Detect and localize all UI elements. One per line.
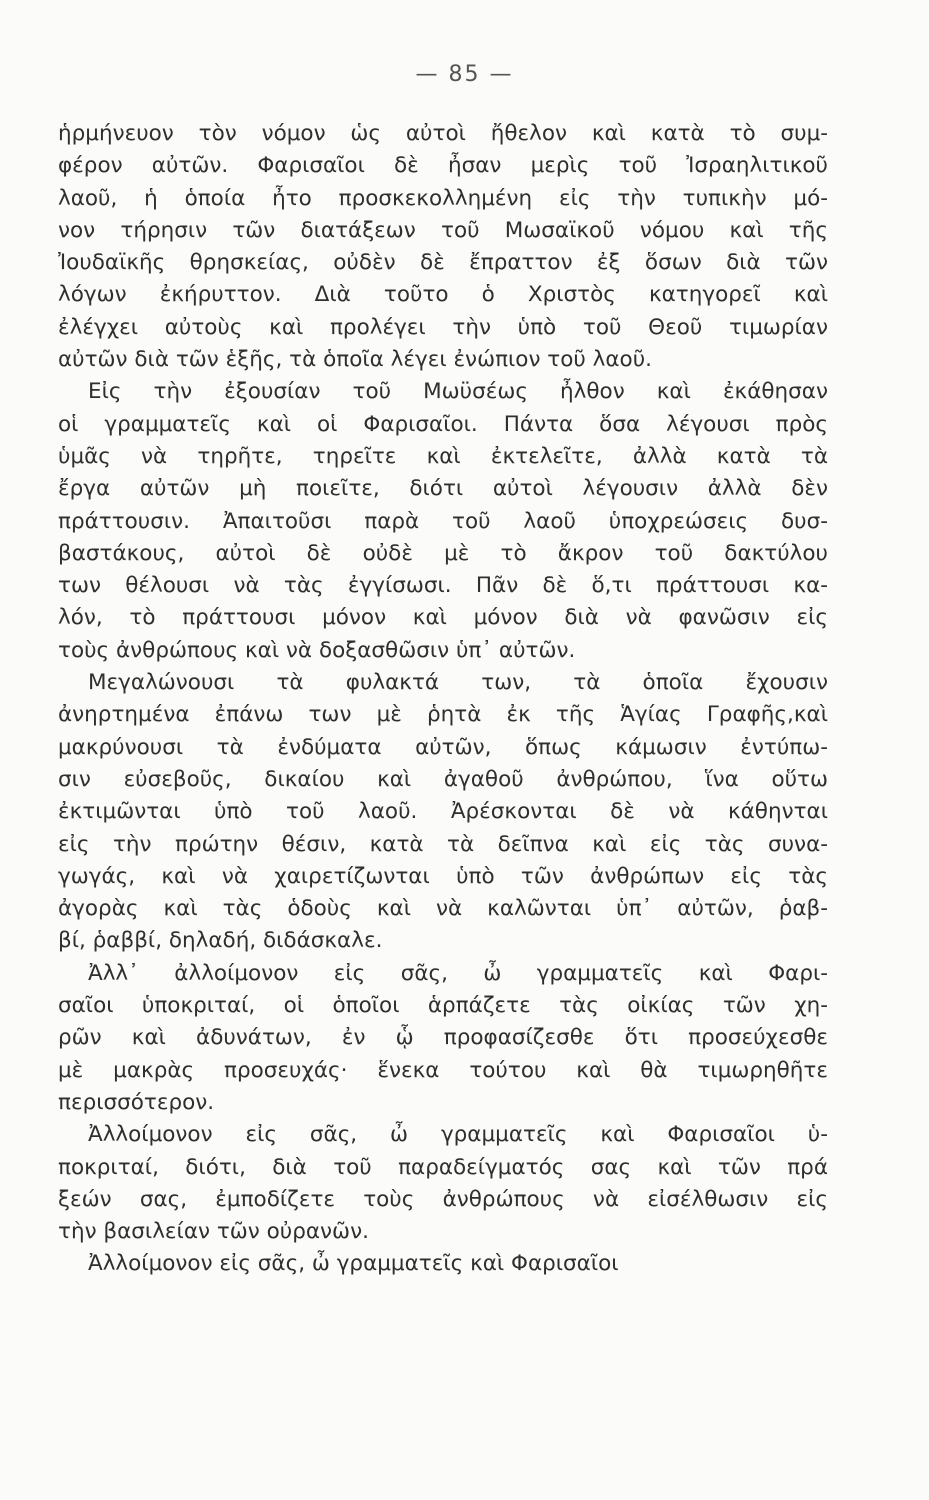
text-line: Εἰς τὴν ἐξουσίαν τοῦ Μωϋσέως ἦλθον καὶ ἐκάθησαν [88, 379, 828, 405]
text-line: Μεγαλώνουσι τὰ φυλακτά των, τὰ ὁποῖα ἔχουσιν [88, 670, 828, 696]
text-line: ρῶν καὶ ἀδυνάτων, ἐν ᾧ προφασίζεσθε ὅτι προσεύχεσθε [58, 1025, 828, 1051]
text-line: τὴν βασιλείαν τῶν οὐρανῶν. [58, 1219, 369, 1245]
text-line: βαστάκους, αὐτοὶ δὲ οὐδὲ μὲ τὸ ἄκρον τοῦ δακτύλου [58, 540, 828, 566]
text-line: βί, ῥαββί, δηλαδή, διδάσκαλε. [58, 928, 383, 954]
text-line: Ἀλλοίμονον εἰς σᾶς, ὦ γραμματεῖς καὶ Φαρισαῖοι [88, 1251, 619, 1277]
text-line: σιν εὐσεβοῦς, δικαίου καὶ ἀγαθοῦ ἀνθρώπου, ἵνα οὕτω [58, 766, 828, 792]
text-line: πράττουσιν. Ἀπαιτοῦσι παρὰ τοῦ λαοῦ ὑποχρεώσεις δυσ- [58, 508, 828, 534]
body-text [58, 118, 828, 1281]
page-number: — 85 — [415, 62, 514, 87]
text-line: μὲ μακρὰς προσευχάς· ἕνεκα τούτου καὶ θὰ τιμωρηθῆτε [58, 1057, 828, 1083]
text-line: ἡρμήνευον τὸν νόμον ὡς αὐτοὶ ἤθελον καὶ κατὰ τὸ συμ- [58, 121, 828, 146]
text-line: εἰς τὴν πρώτην θέσιν, κατὰ τὰ δεῖπνα καὶ εἰς τὰς συνα- [58, 831, 828, 857]
text-line: Ἀλλοίμονον εἰς σᾶς, ὦ γραμματεῖς καὶ Φαρισαῖοι ὑ- [88, 1122, 828, 1148]
text-line: Ἰουδαϊκῆς θρησκείας, οὐδὲν δὲ ἔπραττον ἐξ ὅσων διὰ τῶν [58, 250, 828, 276]
text-line: ἀγορὰς καὶ τὰς ὁδοὺς καὶ νὰ καλῶνται ὑπ᾽ αὐτῶν, ῥαβ- [58, 896, 828, 922]
text-line: ἐκτιμῶνται ὑπὸ τοῦ λαοῦ. Ἀρέσκονται δὲ νὰ κάθηνται [58, 799, 828, 825]
text-line: λαοῦ, ἡ ὁποία ἦτο προσκεκολλημένη εἰς τὴν τυπικὴν μό- [58, 185, 828, 211]
text-line: φέρον αὐτῶν. Φαρισαῖοι δὲ ἦσαν μερὶς τοῦ Ἰσραηλιτικοῦ [58, 153, 828, 179]
text-line: γωγάς, καὶ νὰ χαιρετίζωνται ὑπὸ τῶν ἀνθρώπων εἰς τὰς [58, 863, 828, 889]
text-line: σαῖοι ὑποκριταί, οἱ ὁποῖοι ἁρπάζετε τὰς οἰκίας τῶν χη- [58, 993, 828, 1019]
text-line: μακρύνουσι τὰ ἐνδύματα αὐτῶν, ὅπως κάμωσιν ἐντύπω- [58, 734, 828, 760]
text-line: ξεών σας, ἐμποδίζετε τοὺς ἀνθρώπους νὰ εἰσέλθωσιν εἰς [58, 1186, 828, 1212]
text-line: λόγων ἐκήρυττον. Διὰ τοῦτο ὁ Χριστὸς κατηγορεῖ καὶ [58, 282, 828, 308]
text-line: ὑμᾶς νὰ τηρῆτε, τηρεῖτε καὶ ἐκτελεῖτε, ἀλλὰ κατὰ τὰ [58, 443, 828, 469]
text-line: των θέλουσι νὰ τὰς ἐγγίσωσι. Πᾶν δὲ ὅ,τι πράττουσι κα- [58, 573, 828, 599]
text-line: αὐτῶν διὰ τῶν ἑξῆς, τὰ ὁποῖα λέγει ἐνώπιον τοῦ λαοῦ. [58, 347, 652, 373]
text-line: περισσότερον. [58, 1089, 215, 1115]
text-line: λόν, τὸ πράττουσι μόνον καὶ μόνον διὰ νὰ φανῶσιν εἰς [58, 605, 828, 631]
text-line: ἀνηρτημένα ἐπάνω των μὲ ῥητὰ ἐκ τῆς Ἁγίας Γραφῆς,καὶ [58, 702, 828, 728]
text-line: ἔργα αὐτῶν μὴ ποιεῖτε, διότι αὐτοὶ λέγουσιν ἀλλὰ δὲν [58, 476, 828, 502]
text-line: ἐλέγχει αὐτοὺς καὶ προλέγει τὴν ὑπὸ τοῦ Θεοῦ τιμωρίαν [58, 314, 828, 340]
text-line: Ἀλλ᾽ ἀλλοίμονον εἰς σᾶς, ὦ γραμματεῖς καὶ Φαρι- [88, 960, 828, 986]
text-line: ποκριταί, διότι, διὰ τοῦ παραδείγματός σας καὶ τῶν πρά [58, 1154, 828, 1180]
text-line: οἱ γραμματεῖς καὶ οἱ Φαρισαῖοι. Πάντα ὅσα λέγουσι πρὸς [58, 411, 828, 437]
text-line: νον τήρησιν τῶν διατάξεων τοῦ Μωσαϊκοῦ νόμου καὶ τῆς [58, 217, 828, 243]
text-line: τοὺς ἀνθρώπους καὶ νὰ δοξασθῶσιν ὑπ᾽ αὐτῶν. [58, 637, 576, 663]
